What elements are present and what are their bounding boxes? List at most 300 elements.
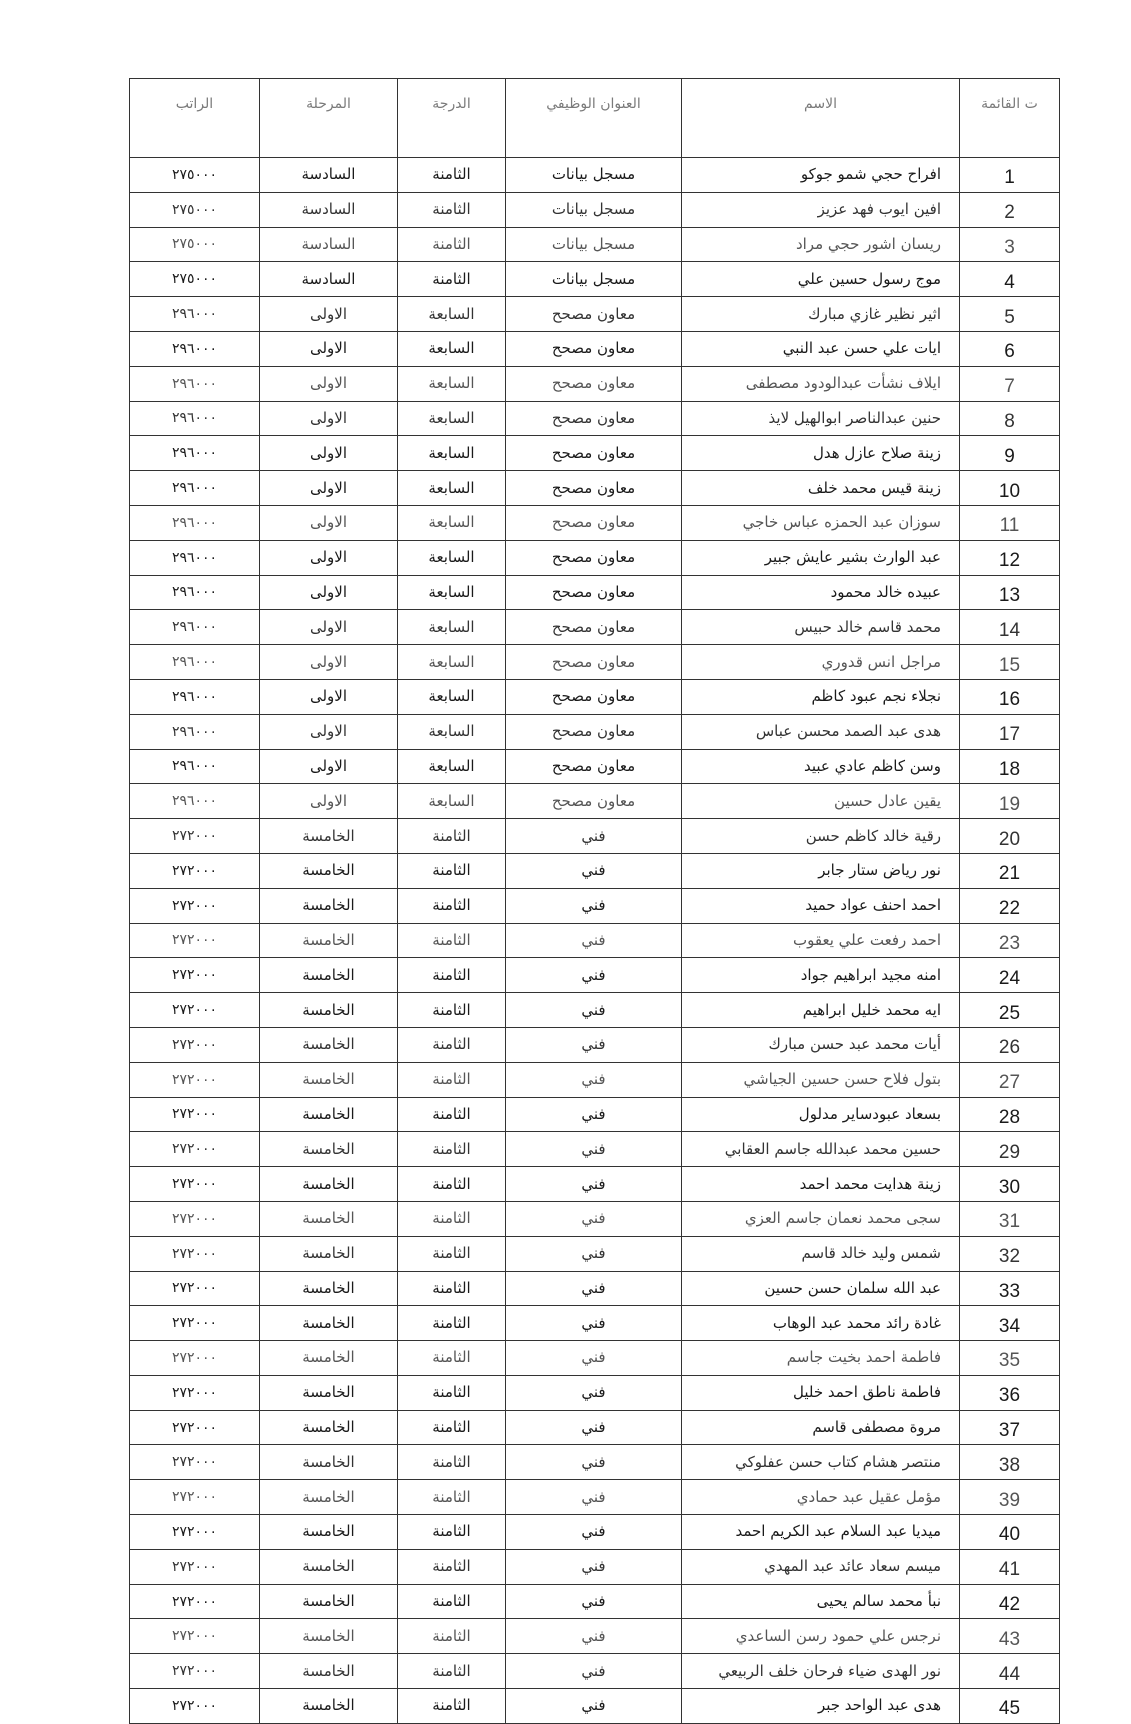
cell-grade: الثامنة	[398, 1584, 506, 1619]
cell-salary: ٢٧٥٠٠٠	[130, 192, 260, 227]
cell-seq: 45	[960, 1689, 1060, 1724]
table-row	[130, 1201, 1060, 1236]
cell-name: هدى عبد الواحد جبر	[682, 1689, 960, 1724]
cell-name: افراح حجي شمو جوكو	[682, 158, 960, 193]
cell-seq: 24	[960, 958, 1060, 993]
cell-stage: الخامسة	[260, 1515, 398, 1550]
cell-salary: ٢٩٦٠٠٠	[130, 366, 260, 401]
cell-salary: ٢٩٦٠٠٠	[130, 505, 260, 540]
header-grade: الدرجة	[398, 79, 506, 158]
cell-salary: ٢٧٥٠٠٠	[130, 158, 260, 193]
cell-job-title: معاون مصحح	[506, 610, 682, 645]
cell-salary: ٢٧٢٠٠٠	[130, 923, 260, 958]
cell-stage: الخامسة	[260, 1271, 398, 1306]
cell-grade: السابعة	[398, 749, 506, 784]
cell-name: عبيده خالد محمود	[682, 575, 960, 610]
cell-job-title: معاون مصحح	[506, 436, 682, 471]
cell-stage: الاولى	[260, 645, 398, 680]
cell-stage: الاولى	[260, 505, 398, 540]
cell-seq: 18	[960, 749, 1060, 784]
table-row	[130, 1549, 1060, 1584]
cell-grade: الثامنة	[398, 1515, 506, 1550]
cell-grade: الثامنة	[398, 1062, 506, 1097]
table-row	[130, 366, 1060, 401]
cell-job-title: معاون مصحح	[506, 645, 682, 680]
table-row	[130, 575, 1060, 610]
cell-job-title: معاون مصحح	[506, 714, 682, 749]
cell-name: نور رياض ستار جابر	[682, 853, 960, 888]
cell-job-title: فني	[506, 1201, 682, 1236]
cell-name: مروة مصطفى قاسم	[682, 1410, 960, 1445]
table-row	[130, 1654, 1060, 1689]
cell-job-title: فني	[506, 1306, 682, 1341]
cell-salary: ٢٧٢٠٠٠	[130, 993, 260, 1028]
cell-stage: الخامسة	[260, 1306, 398, 1341]
table-row	[130, 1341, 1060, 1376]
cell-name: يقين عادل حسين	[682, 784, 960, 819]
cell-seq: 31	[960, 1201, 1060, 1236]
cell-name: احمد رفعت علي يعقوب	[682, 923, 960, 958]
cell-seq: 1	[960, 158, 1060, 193]
cell-grade: السابعة	[398, 610, 506, 645]
cell-name: ايلاف نشأت عبدالودود مصطفى	[682, 366, 960, 401]
cell-salary: ٢٧٢٠٠٠	[130, 1584, 260, 1619]
table-row	[130, 227, 1060, 262]
table-row	[130, 679, 1060, 714]
cell-stage: الخامسة	[260, 853, 398, 888]
cell-job-title: فني	[506, 1410, 682, 1445]
cell-seq: 28	[960, 1097, 1060, 1132]
cell-salary: ٢٧٢٠٠٠	[130, 1515, 260, 1550]
cell-seq: 32	[960, 1236, 1060, 1271]
cell-seq: 36	[960, 1375, 1060, 1410]
cell-name: ايه محمد خليل ابراهيم	[682, 993, 960, 1028]
cell-job-title: معاون مصحح	[506, 784, 682, 819]
cell-job-title: فني	[506, 958, 682, 993]
cell-salary: ٢٧٢٠٠٠	[130, 958, 260, 993]
table-row	[130, 1689, 1060, 1724]
cell-job-title: معاون مصحح	[506, 297, 682, 332]
cell-name: عبد الوارث بشير عايش جبير	[682, 540, 960, 575]
cell-seq: 40	[960, 1515, 1060, 1550]
cell-salary: ٢٩٦٠٠٠	[130, 540, 260, 575]
header-salary: الراتب	[130, 79, 260, 158]
cell-job-title: فني	[506, 1584, 682, 1619]
cell-stage: الخامسة	[260, 1097, 398, 1132]
cell-grade: الثامنة	[398, 192, 506, 227]
cell-grade: الثامنة	[398, 923, 506, 958]
cell-seq: 6	[960, 331, 1060, 366]
cell-job-title: فني	[506, 1480, 682, 1515]
table-row	[130, 645, 1060, 680]
cell-name: اثير نظير غازي مبارك	[682, 297, 960, 332]
cell-stage: الاولى	[260, 679, 398, 714]
cell-stage: الاولى	[260, 714, 398, 749]
cell-name: حسين محمد عبدالله جاسم العقابي	[682, 1132, 960, 1167]
cell-salary: ٢٧٢٠٠٠	[130, 1549, 260, 1584]
cell-grade: السابعة	[398, 784, 506, 819]
cell-name: زينة هدايت محمد احمد	[682, 1167, 960, 1202]
cell-grade: السابعة	[398, 436, 506, 471]
cell-name: فاطمة احمد بخيت جاسم	[682, 1341, 960, 1376]
cell-name: زينة قيس محمد خلف	[682, 471, 960, 506]
cell-job-title: معاون مصحح	[506, 540, 682, 575]
table-row	[130, 1306, 1060, 1341]
cell-seq: 39	[960, 1480, 1060, 1515]
cell-salary: ٢٩٦٠٠٠	[130, 575, 260, 610]
cell-stage: الخامسة	[260, 1584, 398, 1619]
cell-grade: السابعة	[398, 714, 506, 749]
cell-name: عبد الله سلمان حسن حسين	[682, 1271, 960, 1306]
cell-job-title: مسجل بيانات	[506, 227, 682, 262]
cell-seq: 22	[960, 888, 1060, 923]
cell-seq: 33	[960, 1271, 1060, 1306]
cell-grade: الثامنة	[398, 888, 506, 923]
cell-salary: ٢٧٢٠٠٠	[130, 853, 260, 888]
table-row	[130, 1271, 1060, 1306]
cell-salary: ٢٧٢٠٠٠	[130, 1619, 260, 1654]
cell-salary: ٢٧٢٠٠٠	[130, 1201, 260, 1236]
cell-job-title: فني	[506, 1654, 682, 1689]
cell-name: مؤمل عقيل عبد حمادي	[682, 1480, 960, 1515]
cell-stage: الاولى	[260, 471, 398, 506]
cell-job-title: فني	[506, 1341, 682, 1376]
cell-name: حنين عبدالناصر ابوالهيل لايذ	[682, 401, 960, 436]
cell-job-title: فني	[506, 888, 682, 923]
cell-name: افين ايوب فهد عزيز	[682, 192, 960, 227]
cell-seq: 20	[960, 819, 1060, 854]
cell-job-title: فني	[506, 923, 682, 958]
table-row	[130, 505, 1060, 540]
cell-salary: ٢٧٢٠٠٠	[130, 1236, 260, 1271]
cell-grade: الثامنة	[398, 262, 506, 297]
cell-salary: ٢٧٢٠٠٠	[130, 1306, 260, 1341]
cell-grade: الثامنة	[398, 853, 506, 888]
cell-grade: الثامنة	[398, 993, 506, 1028]
cell-salary: ٢٩٦٠٠٠	[130, 784, 260, 819]
cell-salary: ٢٧٢٠٠٠	[130, 1167, 260, 1202]
cell-name: سوزان عبد الحمزه عباس خاجي	[682, 505, 960, 540]
cell-stage: الخامسة	[260, 1236, 398, 1271]
cell-name: منتصر هشام كتاب حسن عفلوكي	[682, 1445, 960, 1480]
cell-name: وسن كاظم عادي عبيد	[682, 749, 960, 784]
cell-seq: 2	[960, 192, 1060, 227]
cell-grade: الثامنة	[398, 1097, 506, 1132]
cell-stage: الاولى	[260, 331, 398, 366]
cell-grade: الثامنة	[398, 1271, 506, 1306]
cell-seq: 29	[960, 1132, 1060, 1167]
cell-salary: ٢٩٦٠٠٠	[130, 297, 260, 332]
cell-stage: الخامسة	[260, 1445, 398, 1480]
cell-grade: الثامنة	[398, 227, 506, 262]
cell-stage: الخامسة	[260, 993, 398, 1028]
cell-job-title: معاون مصحح	[506, 505, 682, 540]
cell-salary: ٢٩٦٠٠٠	[130, 714, 260, 749]
cell-seq: 41	[960, 1549, 1060, 1584]
cell-job-title: مسجل بيانات	[506, 262, 682, 297]
cell-stage: الخامسة	[260, 888, 398, 923]
cell-seq: 15	[960, 645, 1060, 680]
table-row	[130, 1167, 1060, 1202]
cell-name: محمد قاسم خالد حبيس	[682, 610, 960, 645]
cell-stage: السادسة	[260, 262, 398, 297]
table-row	[130, 958, 1060, 993]
cell-stage: الخامسة	[260, 1027, 398, 1062]
table-row	[130, 436, 1060, 471]
cell-salary: ٢٧٢٠٠٠	[130, 1027, 260, 1062]
table-row	[130, 993, 1060, 1028]
cell-name: ميديا عبد السلام عبد الكريم احمد	[682, 1515, 960, 1550]
cell-stage: الاولى	[260, 436, 398, 471]
table-row	[130, 1445, 1060, 1480]
cell-name: شمس وليد خالد قاسم	[682, 1236, 960, 1271]
cell-job-title: معاون مصحح	[506, 749, 682, 784]
cell-grade: الثامنة	[398, 1619, 506, 1654]
cell-grade: الثامنة	[398, 1410, 506, 1445]
cell-stage: السادسة	[260, 158, 398, 193]
cell-seq: 14	[960, 610, 1060, 645]
cell-name: نبأ محمد سالم يحيى	[682, 1584, 960, 1619]
cell-seq: 13	[960, 575, 1060, 610]
cell-stage: السادسة	[260, 192, 398, 227]
cell-seq: 44	[960, 1654, 1060, 1689]
cell-name: ايات علي حسن عبد النبي	[682, 331, 960, 366]
cell-salary: ٢٧٢٠٠٠	[130, 1480, 260, 1515]
table-row	[130, 1132, 1060, 1167]
cell-name: بتول فلاح حسن حسين الجياشي	[682, 1062, 960, 1097]
cell-name: زينة صلاح عازل هدل	[682, 436, 960, 471]
cell-job-title: فني	[506, 993, 682, 1028]
cell-job-title: فني	[506, 1619, 682, 1654]
cell-name: موج رسول حسين علي	[682, 262, 960, 297]
cell-seq: 8	[960, 401, 1060, 436]
cell-seq: 35	[960, 1341, 1060, 1376]
cell-job-title: فني	[506, 1689, 682, 1724]
cell-job-title: فني	[506, 1132, 682, 1167]
table-row	[130, 540, 1060, 575]
cell-salary: ٢٧٢٠٠٠	[130, 1410, 260, 1445]
cell-salary: ٢٩٦٠٠٠	[130, 331, 260, 366]
cell-grade: الثامنة	[398, 1132, 506, 1167]
cell-stage: الخامسة	[260, 923, 398, 958]
cell-grade: السابعة	[398, 575, 506, 610]
table-row	[130, 297, 1060, 332]
cell-seq: 10	[960, 471, 1060, 506]
cell-job-title: فني	[506, 1062, 682, 1097]
employees-table	[129, 78, 1060, 1724]
cell-job-title: فني	[506, 1027, 682, 1062]
cell-salary: ٢٧٥٠٠٠	[130, 262, 260, 297]
cell-name: نرجس علي حمود رسن الساعدي	[682, 1619, 960, 1654]
cell-name: بسعاد عبودساير مدلول	[682, 1097, 960, 1132]
cell-stage: الاولى	[260, 575, 398, 610]
cell-grade: الثامنة	[398, 1341, 506, 1376]
table-header-row	[130, 79, 1060, 158]
table-row	[130, 471, 1060, 506]
cell-grade: السابعة	[398, 679, 506, 714]
cell-job-title: معاون مصحح	[506, 575, 682, 610]
cell-stage: الخامسة	[260, 1549, 398, 1584]
cell-stage: الخامسة	[260, 1167, 398, 1202]
cell-stage: الخامسة	[260, 1341, 398, 1376]
cell-seq: 17	[960, 714, 1060, 749]
cell-stage: الخامسة	[260, 1689, 398, 1724]
cell-seq: 12	[960, 540, 1060, 575]
cell-grade: السابعة	[398, 331, 506, 366]
cell-stage: الخامسة	[260, 1132, 398, 1167]
table-row	[130, 1027, 1060, 1062]
cell-job-title: فني	[506, 1236, 682, 1271]
cell-salary: ٢٧٢٠٠٠	[130, 1654, 260, 1689]
cell-salary: ٢٧٥٠٠٠	[130, 227, 260, 262]
cell-job-title: فني	[506, 853, 682, 888]
cell-job-title: فني	[506, 1271, 682, 1306]
table-row	[130, 401, 1060, 436]
cell-job-title: فني	[506, 1549, 682, 1584]
table-row	[130, 749, 1060, 784]
cell-name: ميسم سعاد عائد عبد المهدي	[682, 1549, 960, 1584]
cell-grade: الثامنة	[398, 1027, 506, 1062]
cell-grade: الثامنة	[398, 1306, 506, 1341]
cell-stage: الخامسة	[260, 1062, 398, 1097]
table-row	[130, 923, 1060, 958]
cell-grade: الثامنة	[398, 1549, 506, 1584]
table-row	[130, 331, 1060, 366]
cell-stage: الاولى	[260, 366, 398, 401]
cell-salary: ٢٧٢٠٠٠	[130, 1132, 260, 1167]
cell-salary: ٢٧٢٠٠٠	[130, 1375, 260, 1410]
cell-salary: ٢٧٢٠٠٠	[130, 888, 260, 923]
cell-job-title: معاون مصحح	[506, 401, 682, 436]
cell-seq: 37	[960, 1410, 1060, 1445]
cell-grade: السابعة	[398, 297, 506, 332]
cell-job-title: فني	[506, 1097, 682, 1132]
table-row	[130, 1584, 1060, 1619]
cell-salary: ٢٧٢٠٠٠	[130, 1097, 260, 1132]
cell-grade: الثامنة	[398, 1201, 506, 1236]
cell-name: امنه مجيد ابراهيم جواد	[682, 958, 960, 993]
cell-name: نور الهدى ضياء فرحان خلف الربيعي	[682, 1654, 960, 1689]
cell-salary: ٢٧٢٠٠٠	[130, 1689, 260, 1724]
cell-seq: 5	[960, 297, 1060, 332]
table-row	[130, 192, 1060, 227]
cell-stage: الخامسة	[260, 819, 398, 854]
cell-job-title: فني	[506, 819, 682, 854]
table-row	[130, 610, 1060, 645]
cell-seq: 23	[960, 923, 1060, 958]
cell-name: هدى عبد الصمد محسن عباس	[682, 714, 960, 749]
cell-grade: السابعة	[398, 645, 506, 680]
cell-stage: الخامسة	[260, 958, 398, 993]
cell-job-title: مسجل بيانات	[506, 158, 682, 193]
header-seq: ت القائمة	[960, 79, 1060, 158]
table-row	[130, 1619, 1060, 1654]
table-row	[130, 714, 1060, 749]
table-row	[130, 1097, 1060, 1132]
cell-seq: 30	[960, 1167, 1060, 1202]
cell-stage: الخامسة	[260, 1201, 398, 1236]
cell-name: ريسان اشور حجي مراد	[682, 227, 960, 262]
cell-stage: الخامسة	[260, 1375, 398, 1410]
cell-grade: الثامنة	[398, 1167, 506, 1202]
cell-seq: 43	[960, 1619, 1060, 1654]
cell-grade: الثامنة	[398, 1480, 506, 1515]
cell-grade: الثامنة	[398, 1445, 506, 1480]
cell-salary: ٢٩٦٠٠٠	[130, 401, 260, 436]
table-row	[130, 1375, 1060, 1410]
document-page	[130, 78, 1060, 1724]
cell-stage: الاولى	[260, 297, 398, 332]
cell-seq: 19	[960, 784, 1060, 819]
cell-seq: 42	[960, 1584, 1060, 1619]
cell-grade: السابعة	[398, 401, 506, 436]
cell-seq: 26	[960, 1027, 1060, 1062]
cell-salary: ٢٩٦٠٠٠	[130, 610, 260, 645]
cell-name: غادة رائد محمد عبد الوهاب	[682, 1306, 960, 1341]
cell-grade: السابعة	[398, 505, 506, 540]
cell-seq: 34	[960, 1306, 1060, 1341]
cell-name: نجلاء نجم عبود كاظم	[682, 679, 960, 714]
cell-seq: 25	[960, 993, 1060, 1028]
cell-seq: 21	[960, 853, 1060, 888]
cell-salary: ٢٩٦٠٠٠	[130, 471, 260, 506]
cell-salary: ٢٧٢٠٠٠	[130, 1271, 260, 1306]
cell-job-title: معاون مصحح	[506, 471, 682, 506]
cell-grade: الثامنة	[398, 1689, 506, 1724]
cell-salary: ٢٩٦٠٠٠	[130, 645, 260, 680]
cell-stage: الاولى	[260, 610, 398, 645]
cell-seq: 7	[960, 366, 1060, 401]
cell-job-title: معاون مصحح	[506, 679, 682, 714]
cell-stage: الاولى	[260, 784, 398, 819]
cell-salary: ٢٧٢٠٠٠	[130, 819, 260, 854]
cell-job-title: معاون مصحح	[506, 331, 682, 366]
cell-stage: الخامسة	[260, 1619, 398, 1654]
cell-grade: السابعة	[398, 540, 506, 575]
cell-stage: الخامسة	[260, 1654, 398, 1689]
table-row	[130, 1062, 1060, 1097]
table-row	[130, 158, 1060, 193]
cell-salary: ٢٩٦٠٠٠	[130, 436, 260, 471]
cell-job-title: مسجل بيانات	[506, 192, 682, 227]
table-row	[130, 853, 1060, 888]
table-row	[130, 1410, 1060, 1445]
cell-job-title: معاون مصحح	[506, 366, 682, 401]
cell-grade: الثامنة	[398, 958, 506, 993]
cell-name: سجى محمد نعمان جاسم العزي	[682, 1201, 960, 1236]
cell-name: مراجل انس قدوري	[682, 645, 960, 680]
cell-grade: الثامنة	[398, 819, 506, 854]
cell-name: أيات محمد عبد حسن مبارك	[682, 1027, 960, 1062]
cell-job-title: فني	[506, 1445, 682, 1480]
cell-stage: الاولى	[260, 749, 398, 784]
table-row	[130, 1515, 1060, 1550]
cell-salary: ٢٩٦٠٠٠	[130, 749, 260, 784]
header-title: العنوان الوظيفي	[506, 79, 682, 158]
cell-grade: الثامنة	[398, 158, 506, 193]
cell-job-title: فني	[506, 1515, 682, 1550]
cell-name: احمد احنف عواد حميد	[682, 888, 960, 923]
cell-grade: الثامنة	[398, 1654, 506, 1689]
cell-seq: 16	[960, 679, 1060, 714]
table-row	[130, 1236, 1060, 1271]
cell-stage: السادسة	[260, 227, 398, 262]
cell-grade: الثامنة	[398, 1375, 506, 1410]
cell-salary: ٢٧٢٠٠٠	[130, 1341, 260, 1376]
cell-grade: السابعة	[398, 471, 506, 506]
cell-seq: 9	[960, 436, 1060, 471]
cell-stage: الخامسة	[260, 1410, 398, 1445]
